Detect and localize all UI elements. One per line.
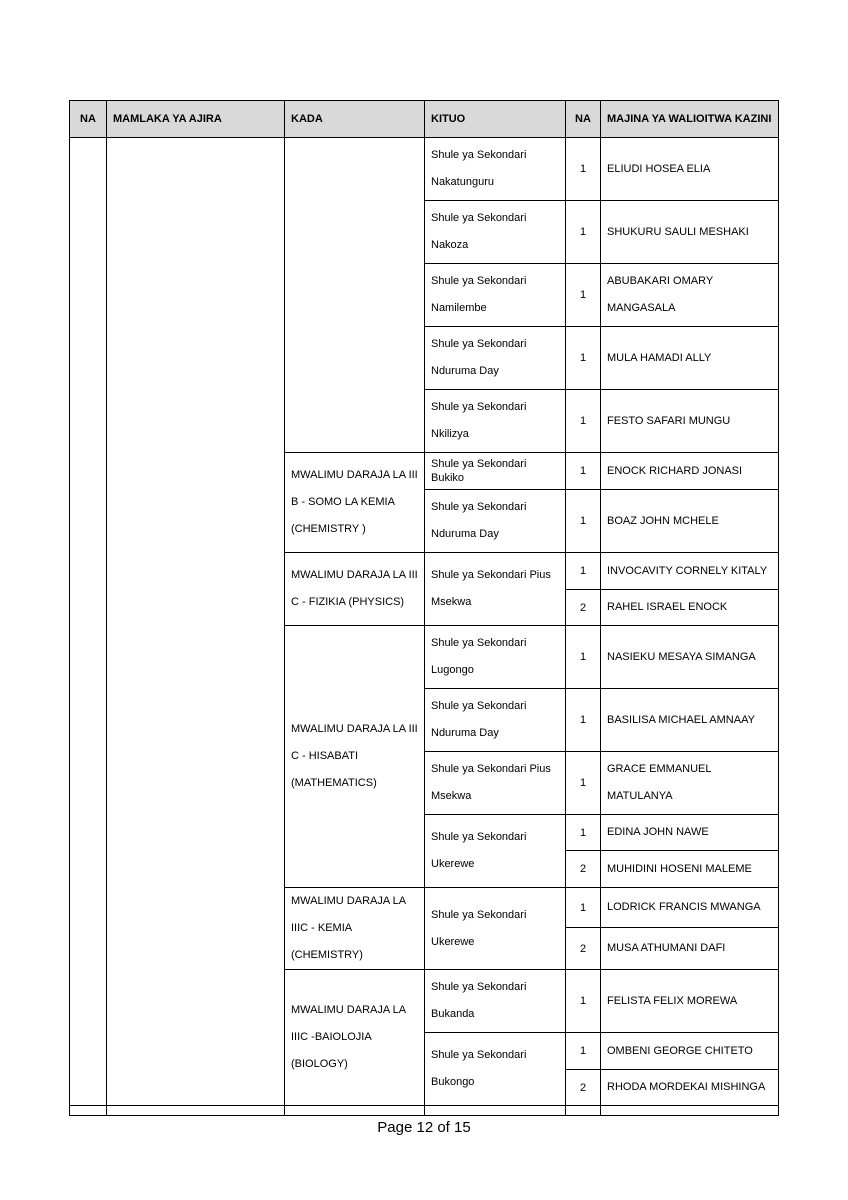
name-cell: MUSA ATHUMANI DAFI — [601, 928, 779, 970]
name-cell: SHUKURU SAULI MESHAKI — [601, 201, 779, 264]
row-number: 1 — [566, 689, 601, 752]
row-number: 1 — [566, 553, 601, 590]
header-kituo: KITUO — [425, 101, 566, 138]
row-number: 2 — [566, 590, 601, 626]
row-number: 1 — [566, 138, 601, 201]
row-number: 1 — [566, 201, 601, 264]
name-cell: ENOCK RICHARD JONASI — [601, 453, 779, 490]
row-number: 1 — [566, 264, 601, 327]
kituo-cell: Shule ya Sekondari Bukanda — [425, 970, 566, 1033]
kituo-cell: Shule ya Sekondari Namilembe — [425, 264, 566, 327]
kituo-cell: Shule ya Sekondari Pius Msekwa — [425, 553, 566, 626]
row-number: 2 — [566, 851, 601, 888]
name-cell: MUHIDINI HOSENI MALEME — [601, 851, 779, 888]
row-number: 1 — [566, 490, 601, 553]
appointment-table — [69, 100, 779, 1116]
kituo-cell: Shule ya Sekondari Bukiko — [425, 453, 566, 490]
name-cell: RHODA MORDEKAI MISHINGA — [601, 1070, 779, 1106]
continuation-cell — [70, 1106, 107, 1116]
kada-cell: MWALIMU DARAJA LA III B - SOMO LA KEMIA (CHEMISTRY ) — [285, 453, 425, 553]
name-cell: FESTO SAFARI MUNGU — [601, 390, 779, 453]
kituo-cell: Shule ya Sekondari Nakatunguru — [425, 138, 566, 201]
name-cell: RAHEL ISRAEL ENOCK — [601, 590, 779, 626]
row-number: 1 — [566, 453, 601, 490]
name-cell: FELISTA FELIX MOREWA — [601, 970, 779, 1033]
kada-cell: MWALIMU DARAJA LA IIIC - KEMIA (CHEMISTRY) — [285, 888, 425, 970]
continuation-cell — [425, 1106, 566, 1116]
kituo-cell: Shule ya Sekondari Nkilizya — [425, 390, 566, 453]
name-cell: ABUBAKARI OMARY MANGASALA — [601, 264, 779, 327]
name-cell: OMBENI GEORGE CHITETO — [601, 1033, 779, 1070]
continuation-cell — [566, 1106, 601, 1116]
name-cell: EDINA JOHN NAWE — [601, 815, 779, 851]
row-number: 2 — [566, 928, 601, 970]
kada-cell: MWALIMU DARAJA LA III C - FIZIKIA (PHYSICS) — [285, 553, 425, 626]
continuation-cell — [601, 1106, 779, 1116]
row-number: 1 — [566, 752, 601, 815]
name-cell: GRACE EMMANUEL MATULANYA — [601, 752, 779, 815]
na-cell — [70, 138, 107, 1106]
kada-cell: MWALIMU DARAJA LA III C - HISABATI (MATHEMATICS) — [285, 626, 425, 888]
kituo-cell: Shule ya Sekondari Nduruma Day — [425, 327, 566, 390]
row-number: 1 — [566, 626, 601, 689]
page-footer: Page 12 of 15 — [377, 1119, 471, 1136]
name-cell: LODRICK FRANCIS MWANGA — [601, 888, 779, 928]
kituo-cell: Shule ya Sekondari Pius Msekwa — [425, 752, 566, 815]
name-cell: ELIUDI HOSEA ELIA — [601, 138, 779, 201]
mamlaka-cell — [107, 138, 285, 1106]
row-number: 2 — [566, 1070, 601, 1106]
kituo-cell: Shule ya Sekondari Nduruma Day — [425, 490, 566, 553]
row-number: 1 — [566, 888, 601, 928]
name-cell: MULA HAMADI ALLY — [601, 327, 779, 390]
header-majina: MAJINA YA WALIOITWA KAZINI — [601, 101, 779, 138]
table-header-row — [70, 101, 779, 138]
name-cell: INVOCAVITY CORNELY KITALY — [601, 553, 779, 590]
kada-cell — [285, 138, 425, 453]
header-na: NA — [70, 101, 107, 138]
continuation-cell — [107, 1106, 285, 1116]
kada-cell: MWALIMU DARAJA LA IIIC -BAIOLOJIA (BIOLOGY) — [285, 970, 425, 1106]
continuation-cell — [285, 1106, 425, 1116]
row-number: 1 — [566, 815, 601, 851]
kituo-cell: Shule ya Sekondari Nakoza — [425, 201, 566, 264]
name-cell: BASILISA MICHAEL AMNAAY — [601, 689, 779, 752]
continuation-row — [70, 1106, 779, 1116]
name-cell: BOAZ JOHN MCHELE — [601, 490, 779, 553]
kituo-cell: Shule ya Sekondari Nduruma Day — [425, 689, 566, 752]
header-kada: KADA — [285, 101, 425, 138]
header-na-2: NA — [566, 101, 601, 138]
name-cell: NASIEKU MESAYA SIMANGA — [601, 626, 779, 689]
row-number: 1 — [566, 970, 601, 1033]
row-number: 1 — [566, 327, 601, 390]
table-row — [70, 138, 779, 201]
row-number: 1 — [566, 390, 601, 453]
kituo-cell: Shule ya Sekondari Ukerewe — [425, 888, 566, 970]
kituo-cell: Shule ya Sekondari Ukerewe — [425, 815, 566, 888]
kituo-cell: Shule ya Sekondari Lugongo — [425, 626, 566, 689]
kituo-cell: Shule ya Sekondari Bukongo — [425, 1033, 566, 1106]
row-number: 1 — [566, 1033, 601, 1070]
header-mamlaka: MAMLAKA YA AJIRA — [107, 101, 285, 138]
